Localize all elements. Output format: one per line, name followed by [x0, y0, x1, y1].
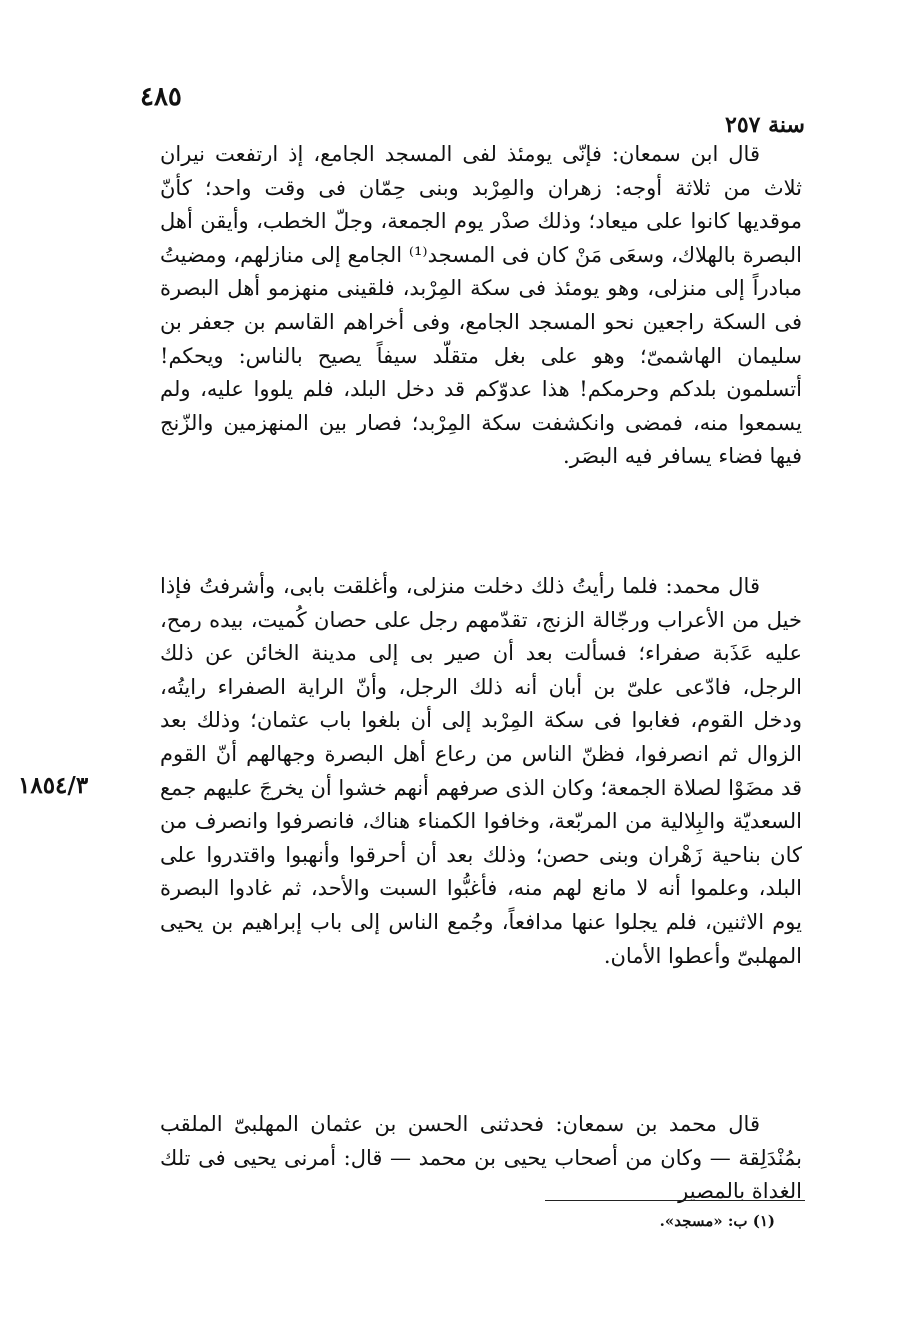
year-header: سنة ٢٥٧ — [725, 112, 805, 138]
page-number: ٤٨٥ — [140, 82, 182, 112]
margin-note: ١٨٥٤/٣ — [18, 772, 89, 799]
footnote-separator — [545, 1200, 805, 1201]
body-text — [160, 138, 802, 1208]
paragraph-muhammad-ibn-samaan: قال محمد بن سمعان: فحدثنى الحسن بن عثمان المهلبىّ الملقب بمُنْدَلِقة — وكان من أصحاب يحيى بن محمد — قال: أمرنى يحيى فى تلك الغداة بالمصير — [160, 1112, 802, 1204]
footnote: (١) ب: «مسجد». — [659, 1212, 775, 1230]
paragraph-ibn-samaan: قال ابن سمعان: فإنّى يومئذ لفى المسجد الجامع، إذ ارتفعت نيران ثلاث من ثلاثة أوجه: زهران والمِرْبد وبنى حِمّان فى وقت واحد؛ كأنّ موقديها كانوا على ميعاد؛ وذلك صدْر يوم الجمعة، وجلّ الخطب، وأيقن أهل البصرة بالهلاك، وسعَى مَنْ كان فى المسجد⁽¹⁾ الجامع إلى منازلهم، ومضيتُ مبادراً إلى منزلى، وهو يومئذ فى سكة المِرْبد، فلقينى منهزمو أهل البصرة فى السكة راجعين نحو المسجد الجامع، وفى أخراهم القاسم بن جعفر بن سليمان الهاشمىّ؛ وهو على بغل متقلّد سيفاً يصيح بالناس: ويحكم! أتسلمون بلدكم وحرمكم! هذا عدوّكم قد دخل البلد، فلم يلووا عليه، ولم يسمعوا منه، فمضى وانكشفت سكة المِرْبد؛ فصار بين المنهزمين والزّنج فيها فضاء يسافر فيه البصَر. — [160, 142, 802, 469]
paragraph-muhammad: قال محمد: فلما رأيتُ ذلك دخلت منزلى، وأغلقت بابى، وأشرفتُ فإذا خيل من الأعراب ورجّالة الزنج، تقدّمهم رجل على حصان كُميت، بيده رمح، عليه عَذَبة صفراء؛ فسألت بعد أن صير بى إلى مدينة الخائن عن ذلك الرجل، فادّعى علىّ بن أبان أنه ذلك الرجل، وأنّ الراية الصفراء رايتُه، ودخل القوم، فغابوا فى سكة المِرْبد إلى أن بلغوا باب عثمان؛ وذلك بعد الزوال ثم انصرفوا، فظنّ الناس من رعاع أهل البصرة وجهالهم أنّ القوم قد مضَوْا لصلاة الجمعة؛ وكان الذى صرفهم أنهم خشوا أن يخرجَ عليهم جمع السعديّة والبِلالية من المربّعة، وخافوا الكمناء هناك، فانصرفوا وانصرف من كان بناحية زَهْران وبنى حصن؛ وذلك بعد أن أحرقوا وأنهبوا واقتدروا على البلد، وعلموا أنه لا مانع لهم منه، فأغبُّوا السبت والأحد، ثم غادوا البصرة يوم الاثنين، فلم يجلوا عنها مدافعاً، وجُمع الناس إلى باب إبراهيم بن يحيى المهلبىّ وأعطوا الأمان. — [160, 574, 802, 968]
